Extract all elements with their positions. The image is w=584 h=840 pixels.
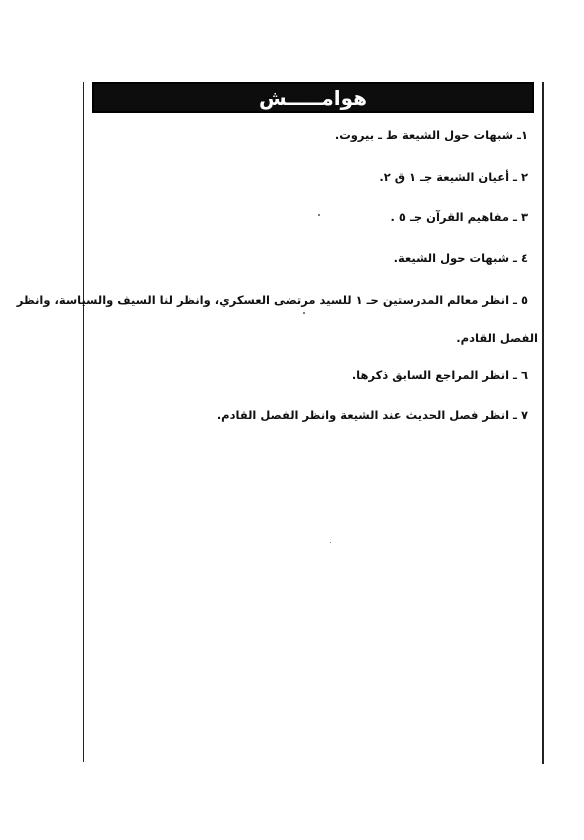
header-banner — [92, 82, 534, 113]
scan-speck — [318, 214, 320, 216]
footnote-6: ٦ ـ انظر المراجع السابق ذكرها. — [351, 368, 528, 382]
footnote-5: ٥ ـ انظر معالم المدرستين حـ ١ للسيد مرتضى العسكري، وانظر لنا السيف والسياسة، وانظر — [16, 293, 528, 307]
footnote-3: ٣ ـ مفاهيم القرآن جـ ٥ . — [390, 210, 528, 224]
footnote-7: ٧ ـ انظر فصل الحديث عند الشيعة وانظر الفصل القادم. — [216, 408, 528, 422]
right-margin-rule — [542, 82, 544, 764]
footnote-5-continuation: الفصل القادم. — [456, 331, 538, 345]
footnote-2: ٢ ـ أعيان الشيعة جـ ١ ق ٢. — [379, 170, 528, 184]
left-margin-rule — [83, 82, 84, 762]
footnote-4: ٤ ـ شبهات حول الشيعة. — [393, 251, 528, 265]
scan-speck — [303, 312, 305, 314]
footnote-1: ١ـ شبهات حول الشيعة ط ـ بيروت. — [334, 128, 528, 142]
scan-speck — [330, 542, 331, 543]
header-title: هوامـــــش — [258, 85, 368, 110]
